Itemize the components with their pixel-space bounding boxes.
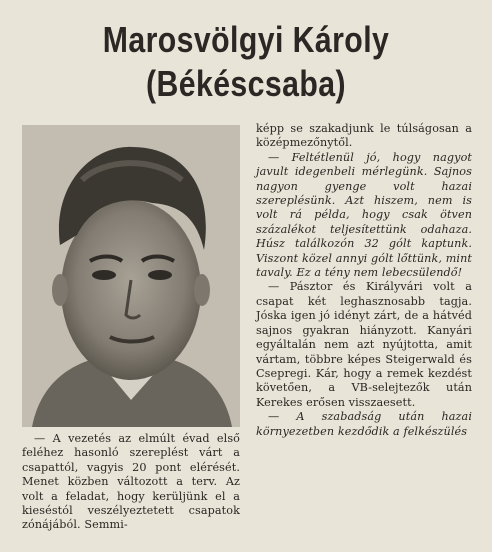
article-title — [39, 18, 452, 106]
paragraph-players: — Pásztor és Királyvári volt a csapat két leghasznosabb tagja. Jóska igen jó idényt zárt, de a hátvéd sajnos gyakran hiányzott. Kanyári egyáltalán nem azt nyújtotta, amit vártam, többre képes Steigerwald és Csepregi. Kár, hogy a remek kezdést követően, a VB-selejtezők után Kerekes erősen visszaesett. — [256, 280, 472, 409]
title-club: (Békéscsaba) — [145, 63, 347, 104]
paragraph-home-record: — Feltétlenül jó, hogy nagyot javult idegenbeli mérlegünk. Sajnos nagyon gyenge volt hazai szereplésünk. Azt hiszem, nem is volt rá példa, hogy csak ötven százalékot teljesítettünk odahaza. Húsz találkozón 32 gólt kaptunk. Viszont közel annyi gólt lőttünk, mint tavaly. Ez a tény nem lebecsülendő! — [256, 150, 472, 280]
left-column — [22, 432, 240, 533]
title-name: Marosvölgyi Károly — [102, 19, 390, 60]
paragraph-continuation: képp se szakadjunk le túlságosan a középmezőnytől. — [256, 122, 472, 150]
portrait-photo — [22, 125, 240, 427]
paragraph-intro: — A vezetés az elmúlt évad első feléhez hasonló szereplést várt a csapattól, vagyis 20 pont elérését. Menet közben változott a terv. Az volt a feladat, hogy kerüljünk el a kieséstól veszélyeztetett csapatok zónájából. Semmi- — [22, 432, 240, 532]
paragraph-preparation: — A szabadság után hazai környezetben kezdődik a felkészülés — [256, 410, 472, 438]
right-column — [256, 122, 472, 439]
